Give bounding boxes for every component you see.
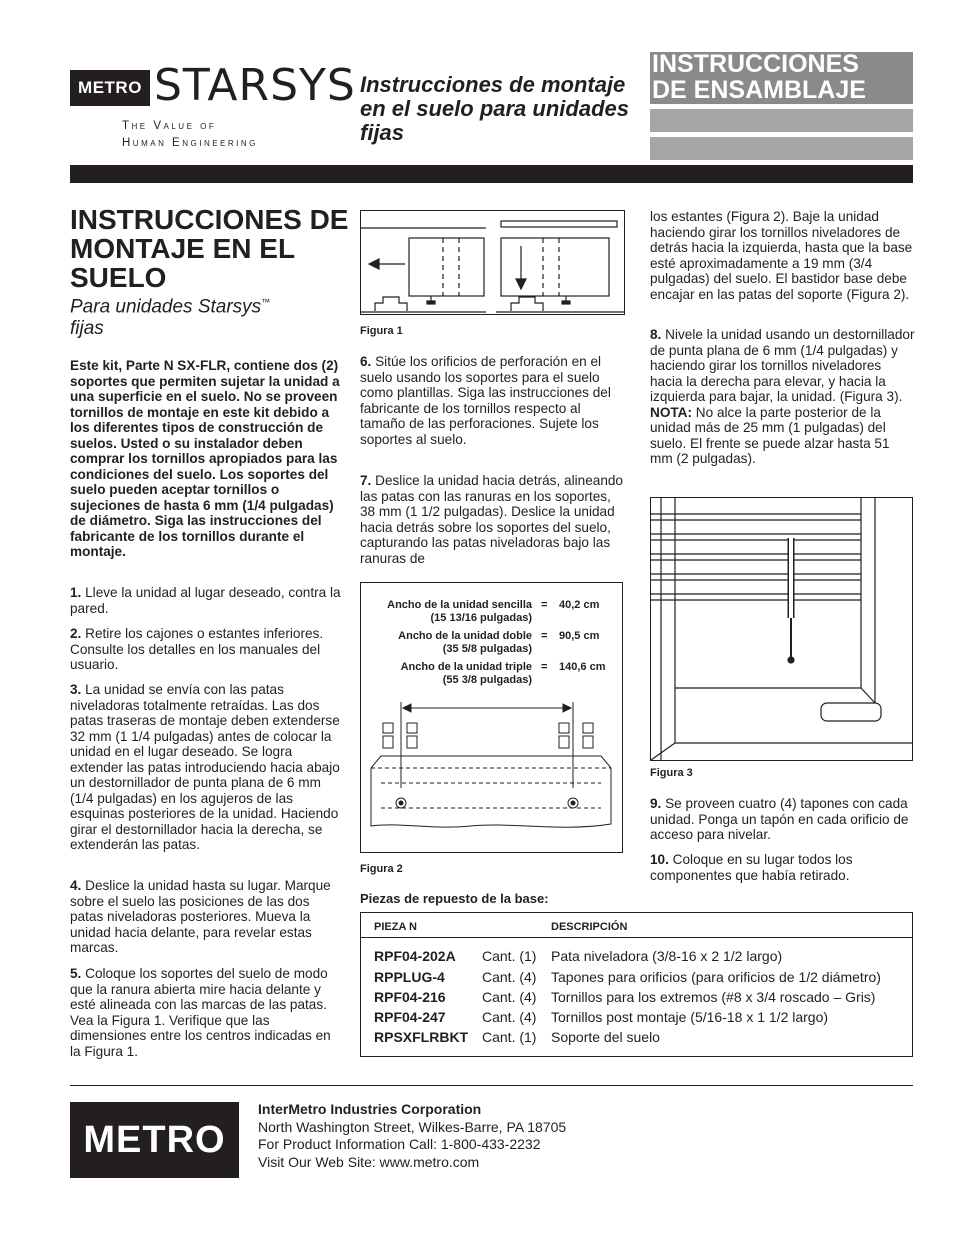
dimension-value: 40,2 cm	[559, 599, 600, 611]
footer-metro-logo: METRO	[70, 1102, 239, 1178]
step-num: 9.	[650, 796, 662, 811]
col-part-header: PIEZA N	[374, 921, 417, 933]
step-num: 8.	[650, 327, 662, 342]
title-box-text	[652, 51, 915, 103]
step-3	[70, 682, 345, 853]
step-num: 4.	[70, 878, 82, 893]
step-text: Retire los cajones o estantes inferiores. Consulte los detalles en los manuales del usuario.	[70, 626, 324, 672]
step-num: 6.	[360, 354, 372, 369]
step-4	[70, 878, 345, 956]
figure-1-label: Figura 1	[360, 325, 403, 337]
company-name: InterMetro Industries Corporation	[258, 1101, 482, 1117]
table-row	[361, 948, 912, 968]
step-text: Se proveen cuatro (4) tapones con cada unidad. Ponga un tapón en cada orificio de acceso para nivelar.	[650, 796, 909, 842]
starsys-logo: STARSYS	[154, 60, 356, 111]
step-text: Lleve la unidad al lugar deseado, contra la pared.	[70, 585, 341, 616]
step-num: 7.	[360, 473, 372, 488]
step-9	[650, 796, 915, 843]
phone-label: For Product Information Call:	[258, 1136, 437, 1152]
part-desc: Tornillos post montaje (5/16-18 x 1 1/2 largo)	[551, 1009, 829, 1025]
col-desc-header: DESCRIPCIÓN	[551, 921, 628, 933]
step-text: Coloque los soportes del suelo de modo que la ranura abierta mire hacia delante y esté alineada con las marcas de las patas. Vea la Figura 1. Verifique que las dimensiones entre los centros indicadas en la Figura 1.	[70, 966, 331, 1059]
table-row	[361, 1029, 912, 1049]
part-qty: Cant. (4)	[482, 989, 537, 1005]
part-qty: Cant. (1)	[482, 1029, 537, 1045]
subtitle-prefix: Para unidades Starsys	[70, 296, 262, 318]
dimension-eq: =	[541, 599, 548, 611]
footer-divider	[70, 1085, 913, 1086]
note-text: No alce la parte posterior de la unidad más de 25 mm (1 pulgadas) del suelo. El frente se puede alzar hasta 51 mm (2 pulgadas).	[650, 404, 890, 466]
table-row	[361, 989, 912, 1009]
part-number: RPF04-216	[374, 989, 446, 1005]
header-subtitle: Instrucciones de montaje en el suelo para unidades fijas	[360, 72, 629, 145]
web-label: Visit Our Web Site:	[258, 1153, 376, 1170]
dimension-label: Ancho de la unidad triple	[400, 661, 532, 673]
figure-2-svg	[361, 698, 622, 853]
part-desc: Tornillos para los extremos (#8 x 3/4 roscado – Gris)	[551, 989, 876, 1005]
step-num: 5.	[70, 966, 82, 981]
step-1	[70, 585, 345, 616]
figure-2-label: Figura 2	[360, 863, 403, 875]
step-text: Nivele la unidad usando un destornillador de punta plana de 6 mm (1/4 pulgadas) y haciendo girar los tornillos niveladores hacia la derecha para elevar, y hacia la izquierda para bajar, la unidad. (Figura 3).	[650, 327, 915, 404]
part-number: RPF04-247	[374, 1009, 446, 1025]
part-qty: Cant. (4)	[482, 1009, 537, 1025]
step-num: 1.	[70, 585, 82, 600]
dimension-label: Ancho de la unidad sencilla	[387, 599, 532, 611]
step-text: La unidad se envía con las patas niveladoras totalmente retraídas. Las dos patas traseras de montaje deben extenderse 32 mm (1 1/4 pulgadas) antes de colocar la unidad en el lugar deseado. Se logra extender las patas introduciendo hacia abajo un destornillador de punta plana de 6 mm (1/4 pulgadas) en los agujeros de las esquinas posteriores de la unidad. Haciendo girar el destornillador hacia la derecha, se extenderán las patas.	[70, 682, 340, 852]
step-text: Deslice la unidad hacia detrás, alineando las patas con las ranuras en los soportes, 38 mm (1 1/2 pulgadas). Deslice la unidad hacia detrás sobre los soportes del suelo, capturando las patas niveladoras bajo las ranuras de	[360, 473, 623, 566]
intro-paragraph: Este kit, Parte N SX-FLR, contiene dos (2) soportes que permiten sujetar la unidad a una superficie en el suelo. No se proveen tornillos de montaje en este kit debido a los diferentes tipos de construcción de suelos. Usted o su instalador deben comprar los tornillos apropiados para las condiciones del suelo. Los soportes del suelo pueden aceptar tornillos o sujeciones de hasta 6 mm (1/4 pulgadas) de diámetro. Siga las instrucciones del fabricante de los tornillos durante el montaje.	[70, 358, 340, 559]
web-line	[258, 1154, 566, 1172]
subtitle-suffix: fijas	[70, 318, 104, 340]
dimension-row-double	[361, 630, 622, 661]
table-row	[361, 1009, 912, 1029]
footer-contact	[258, 1101, 566, 1171]
page-title: INSTRUCCIONES DE MONTAJE EN EL SUELO	[70, 204, 349, 293]
dimension-eq: =	[541, 661, 548, 673]
dimension-row-single	[361, 599, 622, 630]
tagline	[122, 118, 258, 152]
dimension-sub: (55 3/8 pulgadas)	[442, 674, 532, 686]
step-5	[70, 966, 345, 1059]
part-desc: Tapones para orificios (para orificios de 1/2 diámetro)	[551, 969, 881, 985]
figure-2-diagram	[360, 582, 623, 853]
web-link[interactable]: www.metro.com	[375, 1153, 480, 1170]
tagline-line-1: The Value of	[122, 120, 217, 132]
part-number: RPPLUG-4	[374, 969, 445, 985]
figure-1-diagram	[360, 210, 625, 315]
figure-3-svg	[651, 498, 912, 760]
parts-title: Piezas de repuesto de la base:	[360, 891, 549, 906]
dimension-value: 90,5 cm	[559, 630, 600, 642]
header-divider-bar	[70, 165, 913, 183]
step-8	[650, 327, 915, 467]
part-qty: Cant. (4)	[482, 969, 537, 985]
part-desc: Soporte del suelo	[551, 1029, 660, 1045]
step-text: Coloque en su lugar todos los componentes que había retirado.	[650, 852, 853, 883]
part-desc: Pata niveladora (3/8-16 x 2 1/2 largo)	[551, 948, 783, 964]
tagline-line-2: Human Engineering	[122, 137, 258, 149]
dimension-label: Ancho de la unidad doble	[398, 630, 532, 642]
company-address: North Washington Street, Wilkes-Barre, PA 18705	[258, 1118, 567, 1135]
dimension-value: 140,6 cm	[559, 661, 606, 673]
part-number: RPSXFLRBKT	[374, 1029, 469, 1045]
phone-line	[258, 1136, 566, 1154]
note-label: NOTA:	[650, 404, 693, 420]
title-box-line-2: DE ENSAMBLAJE	[652, 76, 866, 104]
step-7	[360, 473, 625, 566]
step-num: 3.	[70, 682, 82, 697]
step-7-continued: los estantes (Figura 2). Baje la unidad haciendo girar los tornillos niveladores de detrás hacia la izquierda, hasta que la base esté aproximadamente a 19 mm (3/4 pulgadas) del suelo. El bastidor base debe encajar en las patas del soporte (Figura 2).	[650, 209, 913, 302]
step-num: 2.	[70, 626, 82, 641]
step-text: Sitúe los orificios de perforación en el suelo usando los soportes para el suelo como plantillas. Siga las instrucciones del fabricante de los tornillos respecto al tamaño de las perforaciones. Sujete los soportes al suelo.	[360, 354, 611, 447]
table-row	[361, 969, 912, 989]
step-10	[650, 852, 915, 883]
title-box-line-1: INSTRUCCIONES	[652, 50, 859, 78]
parts-table-header	[361, 913, 912, 938]
grey-bar-1	[650, 109, 913, 132]
parts-table	[360, 912, 913, 1057]
phone-number: 1-800-433-2232	[436, 1136, 541, 1152]
figure-2-dimensions	[361, 599, 622, 692]
dimension-eq: =	[541, 630, 548, 642]
page-subtitle	[70, 291, 350, 340]
dimension-row-triple	[361, 661, 622, 692]
step-2	[70, 626, 345, 673]
grey-bar-2	[650, 137, 913, 160]
part-number: RPF04-202A	[374, 948, 456, 964]
step-text: Deslice la unidad hasta su lugar. Marque sobre el suelo las posiciones de las dos patas niveladoras posteriores. Mueva la unidad hacia delante, para revelar estas marcas.	[70, 878, 331, 955]
step-num: 10.	[650, 852, 669, 867]
figure-1-svg	[361, 211, 624, 314]
figure-3-diagram	[650, 497, 913, 761]
dimension-sub: (15 13/16 pulgadas)	[430, 612, 532, 624]
trademark: ™	[261, 297, 271, 307]
step-6	[360, 354, 625, 447]
metro-logo: METRO	[70, 70, 150, 106]
figure-3-label: Figura 3	[650, 767, 693, 779]
part-qty: Cant. (1)	[482, 948, 537, 964]
dimension-sub: (35 5/8 pulgadas)	[442, 643, 532, 655]
